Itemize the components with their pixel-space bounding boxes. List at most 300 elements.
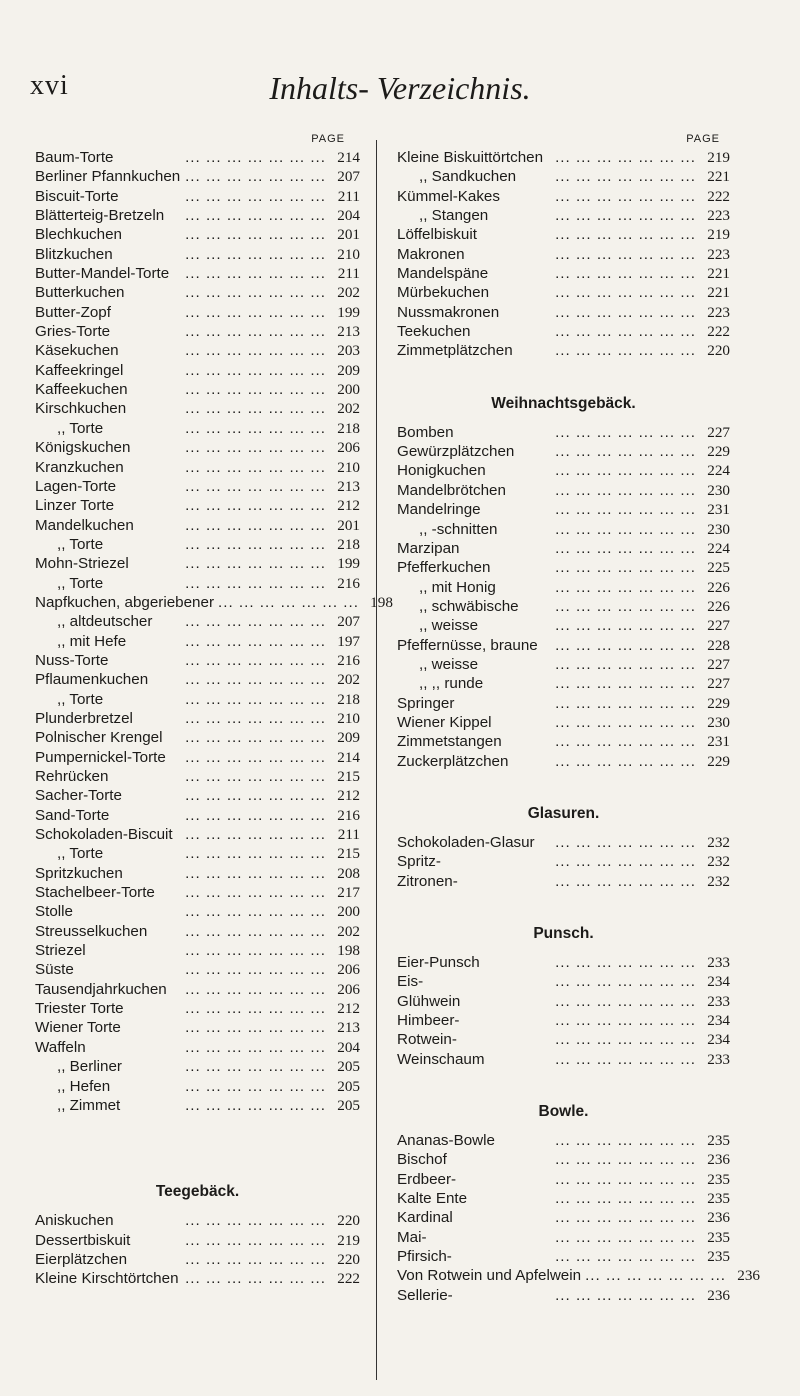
dot-leader: ... ... ... ... ... ... ... [185,671,326,689]
dot-leader: ... ... ... ... ... ... ... [555,284,696,302]
entry-page-number: 212 [337,497,360,515]
dot-leader: ... ... ... ... ... ... ... [185,1000,326,1018]
entry-page-number: 220 [707,342,730,360]
dot-leader: ... ... ... ... ... ... ... [555,954,696,971]
entry-label: Eierplätzchen [35,1250,128,1268]
dot-leader: ... ... ... ... ... ... ... [185,439,326,457]
index-entry [35,245,360,264]
entry-page-number: 216 [337,651,360,669]
dot-leader: ... ... ... ... ... ... ... [185,903,326,921]
dot-leader: ... ... ... ... ... ... ... [185,1270,326,1288]
entry-page-number: 233 [707,992,730,1010]
index-entry [397,322,730,341]
entry-page-number: 236 [707,1209,730,1227]
entry-label: Kaffeekringel [35,361,124,379]
dot-leader: ... ... ... ... ... ... ... [185,632,326,650]
dot-leader: ... ... ... ... ... ... ... [185,729,326,747]
index-entry [35,574,360,593]
entry-page-number: 234 [707,1012,730,1030]
index-entry [35,883,360,902]
entry-page-number: 229 [707,694,730,712]
section-heading-glasuren: Glasuren. [527,804,600,822]
index-entry [397,1150,730,1169]
index-entry [35,303,360,322]
dot-leader: ... ... ... ... ... ... ... [185,768,326,785]
dot-leader: ... ... ... ... ... ... ... [555,1012,696,1030]
dot-leader: ... ... ... ... ... ... ... [218,593,359,611]
index-entry [35,496,360,515]
entry-label: Blätterteig-Bretzeln [35,207,165,225]
entry-label: Butterkuchen [35,284,125,302]
entry-page-number: 202 [337,400,360,418]
entry-page-number: 230 [707,520,730,538]
index-entry [397,283,730,302]
dot-leader: ... ... ... ... ... ... ... [185,187,326,205]
index-entry [35,322,360,341]
entry-page-number: 218 [337,535,360,553]
entry-page-number: 231 [707,501,730,519]
index-entry [397,148,730,167]
index-entry [397,852,730,871]
entry-page-number: 213 [337,477,360,495]
entry-label: Löffelbiskuit [397,226,477,244]
dot-leader: ... ... ... ... ... ... ... [185,323,326,341]
entry-page-number: 208 [337,864,360,882]
entry-page-number: 210 [337,458,360,476]
entry-page-number: 205 [337,1077,360,1095]
entry-page-number: 204 [337,1038,360,1056]
index-entry [35,554,360,573]
index-entry [35,380,360,399]
index-entry [397,597,730,616]
dot-leader: ... ... ... ... ... ... ... [185,1250,326,1268]
dot-leader: ... ... ... ... ... ... ... [185,555,326,573]
entry-label: Berliner Pfannkuchen [35,168,181,186]
entry-label: Gewürzplätzchen [397,443,515,461]
entry-page-number: 235 [707,1228,730,1246]
entry-label: Mohn-Striezel [35,555,129,573]
entry-list [397,148,730,361]
entry-label: Mandelbrötchen [397,481,506,499]
entry-page-number: 232 [707,853,730,871]
entry-label: ,, schwäbische [419,597,519,615]
section-heading-weihnachtsgeback: Weihnachtsgebäck. [491,394,636,412]
dot-leader: ... ... ... ... ... ... ... [555,973,696,991]
entry-page-number: 225 [707,559,730,577]
entry-page-number: 211 [337,187,360,205]
entry-label: Biscuit-Torte [35,187,119,205]
entry-page-number: 209 [337,361,360,379]
dot-leader: ... ... ... ... ... ... ... [555,1170,696,1188]
entry-page-number: 210 [337,709,360,727]
entry-label: Blechkuchen [35,226,122,244]
dot-leader: ... ... ... ... ... ... ... [185,787,326,805]
entry-page-number: 200 [337,381,360,399]
dot-leader: ... ... ... ... ... ... ... [185,942,326,960]
index-entry [397,1131,730,1150]
dot-leader: ... ... ... ... ... ... ... [185,303,326,321]
page-column-heading: PAGE [311,133,345,145]
entry-label: Bomben [397,423,454,441]
dot-leader: ... ... ... ... ... ... ... [555,1132,696,1150]
entry-label: Blitzkuchen [35,245,113,263]
entry-page-number: 228 [707,636,730,654]
entry-label: Süste [35,961,74,979]
index-entry [35,187,360,206]
dot-leader: ... ... ... ... ... ... ... [185,709,326,727]
index-entry [35,516,360,535]
entry-label: Honigkuchen [397,462,486,480]
dot-leader: ... ... ... ... ... ... ... [555,1228,696,1246]
dot-leader: ... ... ... ... ... ... ... [555,501,696,519]
index-entry [35,477,360,496]
entry-label: Pumpernickel-Torte [35,748,166,766]
entry-label: Mandelringe [397,501,481,519]
entry-label: Rotwein- [397,1031,457,1049]
dot-leader: ... ... ... ... ... ... ... [555,733,696,751]
dot-leader: ... ... ... ... ... ... ... [185,284,326,302]
dot-leader: ... ... ... ... ... ... ... [555,597,696,615]
entry-page-number: 211 [337,265,360,283]
dot-leader: ... ... ... ... ... ... ... [555,636,696,654]
entry-page-number: 207 [337,613,360,631]
index-entry [397,245,730,264]
dot-leader: ... ... ... ... ... ... ... [555,481,696,499]
dot-leader: ... ... ... ... ... ... ... [185,265,326,283]
dot-leader: ... ... ... ... ... ... ... [585,1267,727,1285]
entry-page-number: 197 [337,632,360,650]
entry-label: ,, weisse [419,655,479,673]
entry-label: Kümmel-Kakes [397,187,500,205]
entry-page-number: 223 [707,245,730,263]
index-entry [35,980,360,999]
entry-page-number: 222 [337,1270,360,1288]
entry-page-number: 226 [707,597,730,615]
index-entry [35,1096,360,1115]
section-heading-punsch: Punsch. [533,925,594,942]
entry-label: Triester Torte [35,1000,124,1018]
entry-page-number: 206 [337,961,360,979]
dot-leader: ... ... ... ... ... ... ... [185,961,326,979]
dot-leader: ... ... ... ... ... ... ... [185,1077,326,1095]
index-entry [397,655,730,674]
entry-page-number: 199 [337,555,360,573]
entry-label: ,, Hefen [57,1077,111,1095]
index-entry [397,972,730,991]
dot-leader: ... ... ... ... ... ... ... [555,675,696,693]
entry-label: Waffeln [35,1038,86,1056]
index-entry [35,1211,360,1230]
dot-leader: ... ... ... ... ... ... ... [555,872,696,890]
index-entry [397,752,730,771]
index-entry [35,535,360,554]
index-entry [397,264,730,283]
index-entry [35,786,360,805]
index-entry [35,670,360,689]
entry-page-number: 201 [337,516,360,534]
dot-leader: ... ... ... ... ... ... ... [185,535,326,553]
dot-leader: ... ... ... ... ... ... ... [185,419,326,437]
entry-label: Butter-Mandel-Torte [35,265,170,283]
index-entry [35,941,360,960]
entry-label: Zimmetplätzchen [397,342,513,360]
entry-label: Streusselkuchen [35,922,148,940]
entry-label: Glühwein [397,992,461,1010]
entry-label: ,, Torte [57,535,104,553]
section-heading-bowle: Bowle. [538,1103,589,1121]
index-entry [35,690,360,709]
entry-label: Mai- [397,1228,427,1246]
dot-leader: ... ... ... ... ... ... ... [555,853,696,871]
entry-label: Stachelbeer-Torte [35,884,155,902]
index-entry [35,1038,360,1057]
entry-page-number: 199 [337,303,360,321]
entry-label: Pfeffernüsse, braune [397,636,538,654]
index-entry [397,636,730,655]
entry-page-number: 218 [337,690,360,708]
dot-leader: ... ... ... ... ... ... ... [555,187,696,205]
entry-label: Mandelspäne [397,265,489,283]
entry-label: Napfkuchen, abgeriebener [35,593,215,611]
dot-leader: ... ... ... ... ... ... ... [555,462,696,480]
entry-label: Aniskuchen [35,1212,114,1230]
index-entry [35,806,360,825]
entry-page-number: 203 [337,342,360,360]
dot-leader: ... ... ... ... ... ... ... [555,207,696,225]
entry-label: Kleine Kirschtörtchen [35,1270,179,1288]
entry-page-number: 229 [707,752,730,770]
entry-page-number: 221 [707,284,730,302]
dot-leader: ... ... ... ... ... ... ... [185,477,326,495]
dot-leader: ... ... ... ... ... ... ... [185,458,326,476]
index-entry [35,1077,360,1096]
entry-label: Himbeer- [397,1012,460,1030]
entry-page-number: 230 [707,481,730,499]
entry-label: Kaffeekuchen [35,381,128,399]
section-heading-teegeback: Teegebäck. [155,1183,240,1201]
dot-leader: ... ... ... ... ... ... ... [555,539,696,557]
index-entry [397,674,730,693]
entry-label: Rehrücken [35,768,109,785]
index-entry [397,442,730,461]
entry-label: ,, Torte [57,690,104,708]
dot-leader: ... ... ... ... ... ... ... [185,245,326,263]
index-entry [397,481,730,500]
index-entry [397,225,730,244]
entry-page-number: 209 [337,729,360,747]
dot-leader: ... ... ... ... ... ... ... [555,520,696,538]
index-entry [397,187,730,206]
dot-leader: ... ... ... ... ... ... ... [555,752,696,770]
index-entry [397,1030,730,1049]
entry-label: Lagen-Torte [35,477,117,495]
entry-label: Königskuchen [35,439,131,457]
entry-page-number: 214 [337,149,360,166]
entry-page-number: 206 [337,980,360,998]
dot-leader: ... ... ... ... ... ... ... [555,713,696,731]
entry-page-number: 221 [707,168,730,186]
index-entry [35,264,360,283]
entry-label: Tausendjahrkuchen [35,980,167,998]
dot-leader: ... ... ... ... ... ... ... [185,826,326,844]
entry-label: Plunderbretzel [35,709,133,727]
index-entry [397,1208,730,1227]
entry-page-number: 217 [337,884,360,902]
dot-leader: ... ... ... ... ... ... ... [185,574,326,592]
index-entry [35,399,360,418]
entry-label: Makronen [397,245,465,263]
dot-leader: ... ... ... ... ... ... ... [555,149,696,166]
index-entry [35,1269,360,1288]
dot-leader: ... ... ... ... ... ... ... [555,559,696,577]
dot-leader: ... ... ... ... ... ... ... [555,992,696,1010]
entry-page-number: 201 [337,226,360,244]
entry-page-number: 220 [337,1250,360,1268]
index-entry [397,616,730,635]
entry-page-number: 204 [337,207,360,225]
entry-label: Kirschkuchen [35,400,127,418]
entry-label: ,, Berliner [57,1058,122,1076]
entry-label: Spritzkuchen [35,864,123,882]
entry-label: ,, Torte [57,574,104,592]
dot-leader: ... ... ... ... ... ... ... [185,516,326,534]
entry-label: Sacher-Torte [35,787,122,805]
dot-leader: ... ... ... ... ... ... ... [185,1212,326,1230]
entry-page-number: 215 [337,768,360,785]
dot-leader: ... ... ... ... ... ... ... [555,1248,696,1266]
entry-page-number: 233 [707,954,730,971]
dot-leader: ... ... ... ... ... ... ... [555,1190,696,1208]
index-entry [397,578,730,597]
index-entry [35,148,360,167]
index-entry [35,902,360,921]
entry-page-number: 213 [337,323,360,341]
entry-label: Schokoladen-Biscuit [35,826,173,844]
entry-page-number: 219 [707,226,730,244]
entry-page-number: 214 [337,748,360,766]
index-entry [397,732,730,751]
dot-leader: ... ... ... ... ... ... ... [555,245,696,263]
entry-page-number: 234 [707,973,730,991]
entry-page-number: 227 [707,675,730,693]
index-entry [35,844,360,863]
entry-page-number: 198 [337,942,360,960]
entry-page-number: 219 [337,1231,360,1249]
dot-leader: ... ... ... ... ... ... ... [185,845,326,863]
entry-page-number: 231 [707,733,730,751]
entry-page-number: 222 [707,323,730,341]
entry-label: ,, Torte [57,845,104,863]
entry-page-number: 236 [707,1151,730,1169]
index-column-right [397,133,761,1305]
index-entry [35,709,360,728]
entry-label: Pfirsich- [397,1248,452,1266]
dot-leader: ... ... ... ... ... ... ... [185,690,326,708]
index-entry [35,1018,360,1037]
entry-page-number: 220 [337,1212,360,1230]
index-column-left [35,133,393,1289]
entry-label: Linzer Torte [35,497,115,515]
dot-leader: ... ... ... ... ... ... ... [185,497,326,515]
index-entry [397,167,730,186]
dot-leader: ... ... ... ... ... ... ... [185,400,326,418]
entry-page-number: 234 [707,1031,730,1049]
entry-page-number: 236 [707,1286,730,1304]
entry-page-number: 205 [337,1096,360,1114]
dot-leader: ... ... ... ... ... ... ... [555,1209,696,1227]
entry-label: Zitronen- [397,872,458,890]
index-entry [35,632,360,651]
entry-page-number: 227 [707,655,730,673]
index-entry [397,539,730,558]
entry-label: Striezel [35,942,86,960]
entry-page-number: 222 [707,187,730,205]
entry-page-number: 202 [337,671,360,689]
entry-page-number: 210 [337,245,360,263]
entry-label: Spritz- [397,853,441,871]
entry-page-number: 200 [337,903,360,921]
entry-page-number: 227 [707,617,730,635]
entry-list-bowle [397,1131,761,1305]
entry-page-number: 221 [707,265,730,283]
page-header [0,70,800,110]
entry-label: ,, mit Hefe [57,632,127,650]
entry-page-number: 232 [707,872,730,890]
entry-page-number: 211 [337,826,360,844]
dot-leader: ... ... ... ... ... ... ... [185,884,326,902]
index-entry [397,1050,730,1069]
entry-label: Weinschaum [397,1050,485,1068]
index-entry [397,341,730,360]
index-entry [397,303,730,322]
index-entry [397,1011,730,1030]
entry-label: ,, Stangen [419,207,489,225]
dot-leader: ... ... ... ... ... ... ... [555,1050,696,1068]
entry-label: Stolle [35,903,73,921]
index-entry [397,206,730,225]
entry-page-number: 202 [337,284,360,302]
dot-leader: ... ... ... ... ... ... ... [185,922,326,940]
entry-page-number: 230 [707,713,730,731]
entry-label: Kardinal [397,1209,453,1227]
entry-page-number: 235 [707,1190,730,1208]
entry-list [35,148,393,1115]
index-entry [35,728,360,747]
entry-page-number: 206 [337,439,360,457]
entry-page-number: 235 [707,1170,730,1188]
entry-label: Zimmetstangen [397,733,502,751]
entry-page-number: 215 [337,845,360,863]
index-entry [35,167,360,186]
index-entry [397,500,730,519]
entry-page-number: 216 [337,574,360,592]
index-entry [35,864,360,883]
dot-leader: ... ... ... ... ... ... ... [185,1231,326,1249]
dot-leader: ... ... ... ... ... ... ... [555,226,696,244]
dot-leader: ... ... ... ... ... ... ... [555,1286,696,1304]
entry-label: Bischof [397,1151,447,1169]
dot-leader: ... ... ... ... ... ... ... [555,694,696,712]
index-entry [35,1057,360,1076]
index-entry [397,1228,730,1247]
page-column-heading: PAGE [686,133,720,145]
dot-leader: ... ... ... ... ... ... ... [185,149,326,166]
dot-leader: ... ... ... ... ... ... ... [555,617,696,635]
entry-label: Marzipan [397,539,460,557]
index-entry [397,558,730,577]
dot-leader: ... ... ... ... ... ... ... [185,361,326,379]
entry-label: Polnischer Krengel [35,729,163,747]
